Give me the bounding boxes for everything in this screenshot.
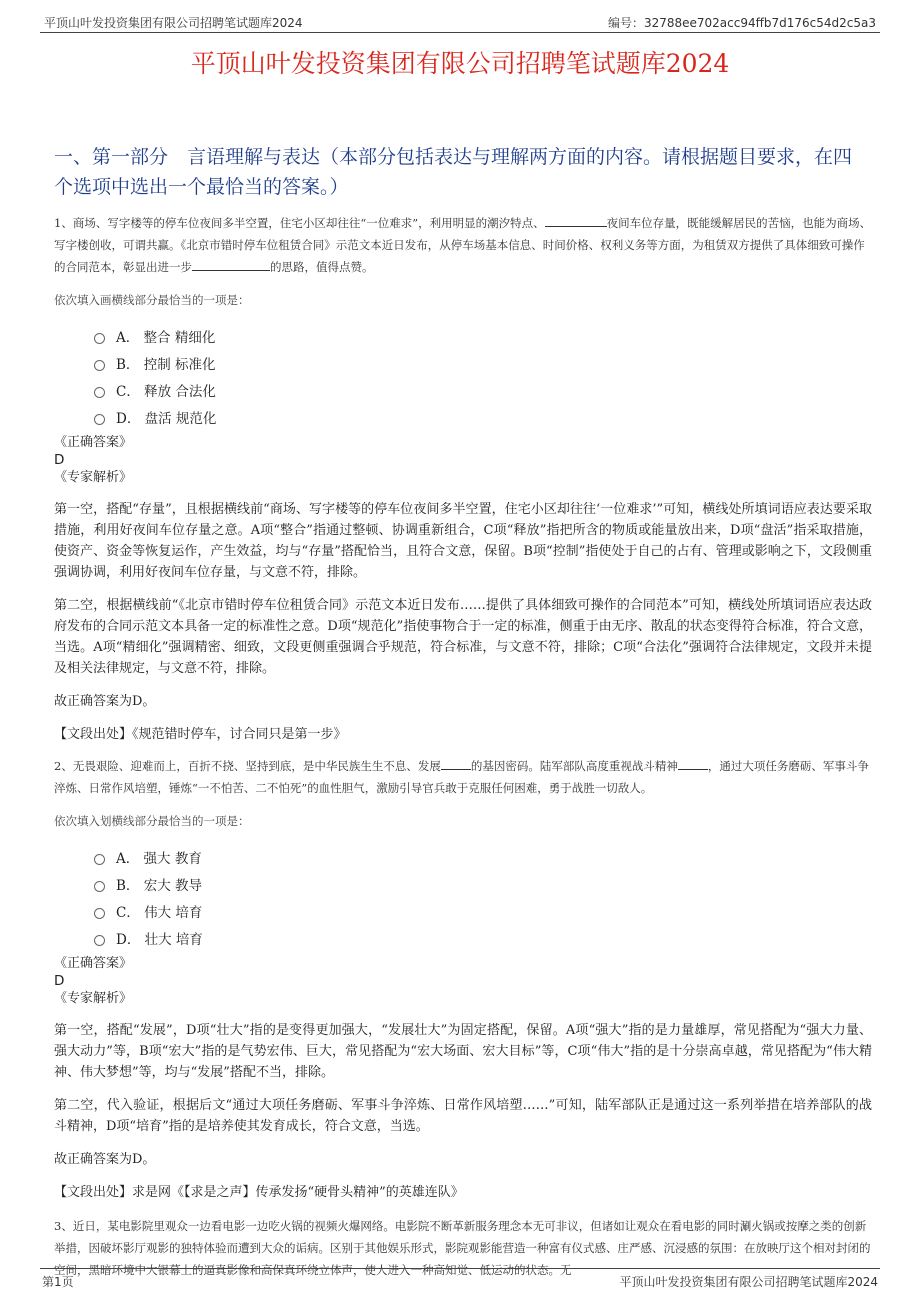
header-doc-title: 平顶山叶发投资集团有限公司招聘笔试题库2024	[44, 16, 303, 30]
source-citation: 【文段出处】《规范错时停车，讨合同只是第一步》	[54, 727, 347, 742]
option-label: C． 伟大 培育	[116, 904, 203, 921]
fill-blank	[678, 757, 708, 770]
page-footer	[40, 1268, 880, 1291]
analysis-conclusion: 故正确答案为D。	[54, 694, 156, 709]
analysis-paragraph: 第一空，搭配“存量”，且根据横线前“商场、写字楼等的停车位夜间多半空置，住宅小区却往往‘一位难求’”可知，横线处所填词语应表达要采取措施，利用好夜间车位存量之意。A项“整合”指通过整顿、协调重新组合，C项“释放”指把所含的物质或能量放出来，D项“盘活”指采取措施，使资产、资金等恢复运作，产生效益，均与“存量”搭配恰当，且符合文意，保留。B项“控制”指使处于自己的占有、管理或影响之下，文段侧重强调协调，利用好夜间车位存量，与文意不符，排除。	[54, 502, 872, 580]
option-b[interactable]	[94, 349, 872, 376]
analysis-conclusion: 故正确答案为D。	[54, 1152, 156, 1167]
option-a[interactable]	[94, 843, 872, 870]
stem-text: 的思路，值得点赞。	[270, 260, 374, 274]
question-body	[54, 212, 872, 1281]
source-citation: 【文段出处】求是网《【求是之声】传承发扬“硬骨头精神”的英雄连队》	[54, 1185, 464, 1200]
option-label: A． 强大 教育	[116, 850, 202, 867]
option-label: C． 释放 合法化	[116, 383, 216, 400]
option-label: B． 控制 标准化	[116, 356, 216, 373]
radio-icon[interactable]	[94, 935, 105, 946]
question-1-stem	[54, 212, 872, 278]
question-3-stem: 3、近日，某电影院里观众一边看电影一边吃火锅的视频火爆网络。电影院不断革新服务理念本无可非议，但诸如让观众在看电影的同时涮火锅或按摩之类的创新举措，因破坏影厅观影的独特体验而遭到大众的诟病。区别于其他娱乐形式，影院观影能营造一种富有仪式感、庄严感、沉浸感的氛围：在放映厅这个相对封闭的空间，黑暗环境中大银幕上的逼真影像和高保真环绕立体声，使人进入一种高知觉、低运动的状态。无	[54, 1219, 871, 1277]
option-label: D． 壮大 培育	[116, 931, 203, 948]
analysis-paragraph: 第二空，根据横线前“《北京市错时停车位租赁合同》示范文本近日发布……提供了具体细致可操作的合同范本”可知，横线处所填词语应表达政府发布的合同示范文本具备一定的标准性之意。D项“规范化”指使事物合于一定的标准，侧重于由无序、散乱的状态变得符合标准，符合文意，当选。A项“精细化”强调精密、细致，文段更侧重强调合乎规范，符合标准，与文意不符，排除；C项“合法化”强调符合法律规定，文段并未提及相关法律规定，与文意不符，排除。	[54, 598, 872, 676]
question-1-instruction: 依次填入画横线部分最恰当的一项是：	[54, 293, 250, 307]
fill-blank	[441, 757, 471, 770]
analysis-paragraph: 第二空，代入验证，根据后文“通过大项任务磨砺、军事斗争淬炼、日常作风培塑……”可知，陆军部队正是通过这一系列举措在培养部队的战斗精神，D项“培育”指的是培养使其发育成长，符合文意，当选。	[54, 1098, 872, 1134]
page-header	[40, 12, 880, 33]
option-d[interactable]	[94, 924, 872, 951]
option-d[interactable]	[94, 403, 872, 430]
radio-icon[interactable]	[94, 908, 105, 919]
stem-text: 夜间车位存量，既能缓解居民的苦恼，也能为商场、写字楼创收，可谓共赢。《北京市错时停车位租赁合同》示范文本近日发布，从停车场基本信息、时间价格、权利义务等方面，为租赁双方提供了具体细致可操作的合同范本，彰显出进一步	[54, 216, 872, 274]
stem-text: 2、无畏艰险、迎难而上，百折不挠、坚持到底，是中华民族生生不息、发展	[54, 759, 441, 773]
section-heading: 一、第一部分 言语理解与表达（本部分包括表达与理解两方面的内容。请根据题目要求，在四个选项中选出一个最恰当的答案。）	[54, 146, 853, 198]
header-doc-id: 编号：32788ee702acc94ffb7d176c54d2c5a3	[607, 16, 876, 30]
radio-icon[interactable]	[94, 854, 105, 865]
question-2-stem	[54, 755, 872, 799]
radio-icon[interactable]	[94, 333, 105, 344]
radio-icon[interactable]	[94, 414, 105, 425]
question-2-instruction: 依次填入划横线部分最恰当的一项是：	[54, 814, 250, 828]
option-label: B． 宏大 教导	[116, 877, 203, 894]
analysis-label: 《专家解析》	[54, 991, 133, 1006]
option-label: D． 盘活 规范化	[116, 410, 217, 427]
page-number: 第1页	[42, 1275, 74, 1289]
option-b[interactable]	[94, 870, 872, 897]
answer-label: 《正确答案》	[54, 956, 133, 971]
answer-value: D	[54, 973, 65, 989]
footer-doc-title: 平顶山叶发投资集团有限公司招聘笔试题库2024	[619, 1275, 878, 1289]
question-1-options	[94, 322, 872, 430]
stem-text: 的基因密码。陆军部队高度重视战斗精神	[470, 759, 678, 773]
stem-text: ，通过大项任务磨砺、军事斗争淬炼、日常作风培塑，锤炼“一不怕苦、二不怕死”的血性胆气，激励引导官兵敢于克服任何困难，勇于战胜一切敌人。	[54, 759, 869, 795]
radio-icon[interactable]	[94, 881, 105, 892]
option-label: A． 整合 精细化	[116, 329, 216, 346]
fill-blank	[545, 214, 607, 227]
option-c[interactable]	[94, 376, 872, 403]
page-title: 平顶山叶发投资集团有限公司招聘笔试题库2024	[190, 49, 730, 78]
radio-icon[interactable]	[94, 387, 105, 398]
analysis-paragraph: 第一空，搭配“发展”，D项“壮大”指的是变得更加强大，“发展壮大”为固定搭配，保留。A项“强大”指的是力量雄厚，常见搭配为“强大力量、强大动力”等，B项“宏大”指的是气势宏伟、巨大，常见搭配为“宏大场面、宏大目标”等，C项“伟大”指的是十分崇高卓越，常见搭配为“伟大精神、伟大梦想”等，均与“发展”搭配不当，排除。	[54, 1023, 872, 1080]
analysis-label: 《专家解析》	[54, 470, 133, 485]
stem-text: 1、商场、写字楼等的停车位夜间多半空置，住宅小区却往往“一位难求”，利用明显的潮汐特点、	[54, 216, 545, 230]
question-2-options	[94, 843, 872, 951]
radio-icon[interactable]	[94, 360, 105, 371]
fill-blank	[192, 258, 270, 271]
option-a[interactable]	[94, 322, 872, 349]
option-c[interactable]	[94, 897, 872, 924]
answer-value: D	[54, 452, 65, 468]
answer-label: 《正确答案》	[54, 435, 133, 450]
